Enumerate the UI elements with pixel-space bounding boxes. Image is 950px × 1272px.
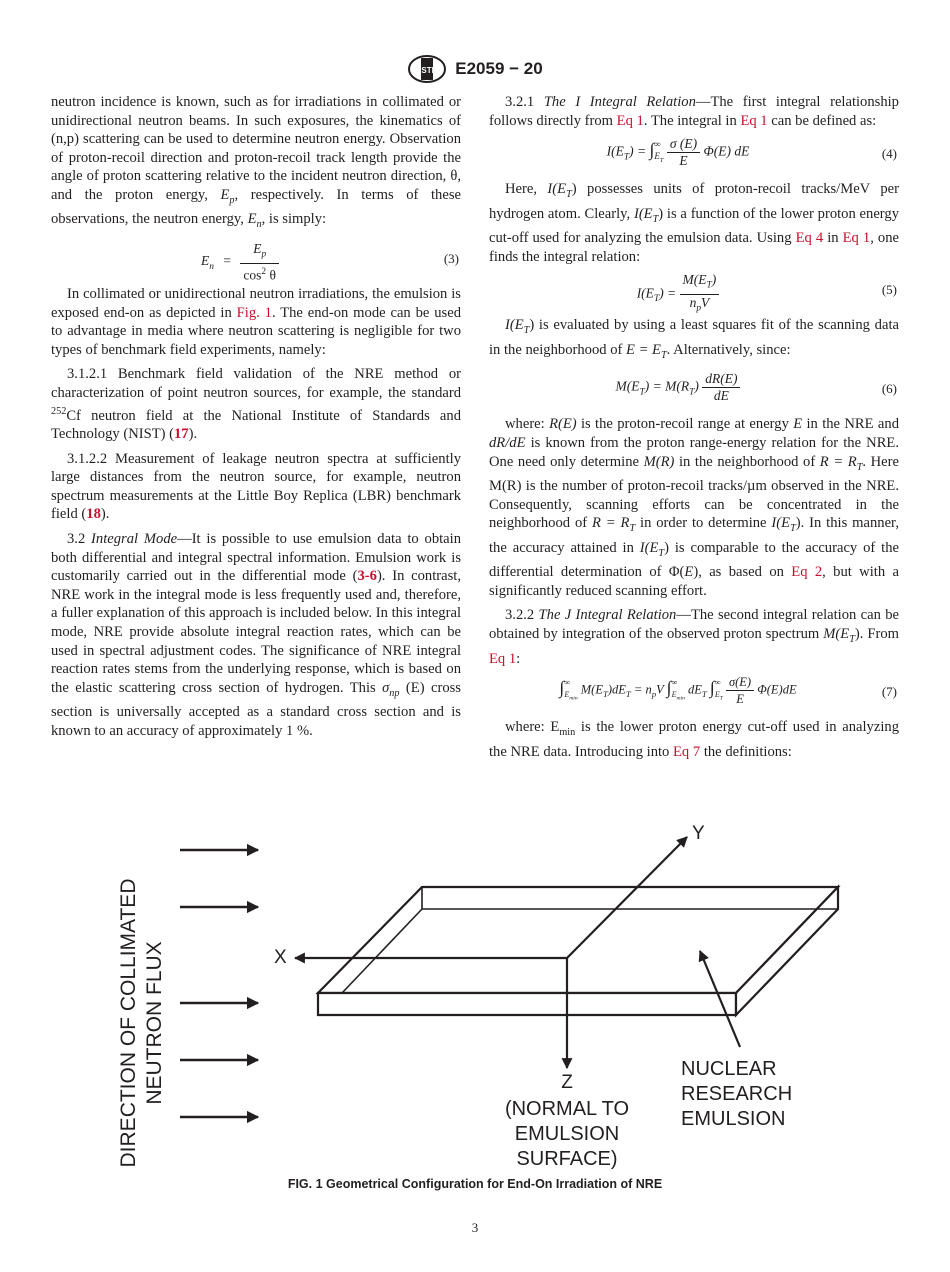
paragraph: where: $E_{min}$ is the lower proton energy cut-off used in analyzing the NRE data. Introducing into Eq 7 the definitions:	[489, 719, 899, 760]
equation-3: $E_n$ = $\frac{E_p}{\cos^2 \theta}$ (3)	[201, 240, 459, 283]
nre-label	[681, 1058, 792, 1130]
svg-text:NEUTRON FLUX: NEUTRON FLUX	[143, 941, 166, 1105]
svg-text:NUCLEAR: NUCLEAR	[681, 1058, 777, 1080]
right-column	[489, 93, 899, 767]
eq-4-link[interactable]: Eq 4	[795, 230, 824, 247]
svg-text:EMULSION: EMULSION	[681, 1108, 786, 1130]
svg-text:RESEARCH: RESEARCH	[681, 1083, 793, 1105]
document-code: E2059 − 20	[455, 59, 543, 78]
ref-3-6-link[interactable]: 3-6	[357, 568, 377, 585]
ref-17-link[interactable]: 17	[174, 425, 189, 442]
page-header	[0, 55, 950, 83]
equation-7: ∫∞ $E_{min}$ $M(E_T)dE_T = n_pV$ ∫∞ $E_{min}$ $dE_T$ ∫∞ $E_T$ $\frac{\sigma(E)}{E}$ Φ(E)dE (7)	[559, 675, 897, 707]
z-axis-label: Z	[561, 1072, 573, 1093]
paragraph: 3.2 Integral Mode—It is possible to use emulsion data to obtain both differential and integral spectral information. Emulsion work is customarily carried out in the differential mode (3-6). In contrast, NRE work in the integral mode is less frequently used and, therefore, a fuller explanation of this approach is included below. In this integral mode, NRE provide absolute integral reaction rates, which can be used in spectral adjustment codes. The significance of NRE integral reaction rates stems from the underlying response, which is based on the elastic scattering cross section of hydrogen. This $\sigma_{np}$ (E) cross section is universally accepted as a standard cross section and is known to an accuracy of approximately 1 %.	[51, 530, 461, 739]
svg-text:SURFACE): SURFACE)	[516, 1148, 618, 1170]
svg-text:(NORMAL TO: (NORMAL TO	[504, 1098, 630, 1120]
svg-text:DIRECTION OF COLLIMATED: DIRECTION OF COLLIMATED	[117, 878, 140, 1168]
svg-text:EMULSION: EMULSION	[514, 1123, 620, 1145]
equation-6: $M(E_T) = M(R_T)$ $\frac{dR(E)}{dE}$ (6)	[615, 371, 897, 404]
equation-number: (3)	[443, 250, 459, 266]
eq-1-link[interactable]: Eq 1	[616, 112, 644, 129]
eq-2-link[interactable]: Eq 2	[791, 564, 823, 581]
eq-1-link[interactable]: Eq 1	[842, 230, 871, 247]
eq-1-link[interactable]: Eq 1	[740, 112, 768, 129]
page-number: 3	[471, 1220, 479, 1235]
paragraph: where: R(E) is the proton-recoil range at energy E in the NRE and dR/dE is known from the proton range-energy relation for the NRE. One need only determine M(R) in the neighborhood of $R = R_T$. Here M(R) is the number of proton-recoil tracks/µm observed in the NRE. Consequently, scanning efforts can be concentrated in the neighborhood of $R = R_T$ in order to determine $I(E_T)$. In this manner, the accuracy attained in $I(E_T)$ is comparable to the accuracy of the differential determination of Φ(E), as based on Eq 2, but with a significantly reduced scanning effort.	[489, 416, 899, 599]
paragraph: 3.1.2.1 Benchmark field validation of the NRE method or characterization of point neutron sources, for example, the standard $^{252}$Cf neutron field at the National Institute of Standards and Technology (NIST) (17).	[51, 366, 461, 442]
eq-1-link[interactable]: Eq 1	[489, 650, 517, 667]
z-axis-note	[505, 1098, 629, 1170]
y-axis-label: Y	[692, 823, 705, 844]
equation-number: (6)	[881, 381, 897, 397]
equation-4: $I(E_T)$ = ∫∞ $E_T$ $\frac{\sigma (E)}{E}$ Φ(E) dE (4)	[606, 136, 897, 169]
figure-1-diagram	[100, 815, 860, 1205]
flux-direction-label	[117, 879, 166, 1168]
paragraph: 3.2.2 The J Integral Relation—The second integral relation can be obtained by integration of the observed proton spectrum $M(E_T)$. From Eq 1:	[489, 607, 899, 667]
equation-5: $I(E_T)$ = $\frac{M(E_T)}{n_pV}$ (5)	[636, 272, 897, 314]
astm-logo-icon	[407, 55, 447, 83]
x-axis-label: X	[274, 947, 287, 968]
paragraph: 3.2.1 The I Integral Relation—The first integral relationship follows directly from Eq 1. The integral in Eq 1 can be defined as:	[489, 94, 899, 129]
figure-caption: FIG. 1 Geometrical Configuration for End-On Irradiation of NRE	[287, 1177, 663, 1191]
fig-1-link[interactable]: Fig. 1	[236, 304, 272, 321]
equation-number: (7)	[881, 684, 897, 700]
equation-number: (4)	[881, 146, 897, 162]
paragraph: Here, $I(E_T)$ possesses units of proton-recoil tracks/MeV per hydrogen atom. Clearly, $I(E_T)$ is a function of the lower proton energy cut-off used for analyzing the emulsion data. Using Eq 4 in Eq 1, one finds the integral relation:	[489, 181, 899, 265]
left-column	[51, 93, 461, 746]
equation-number: (5)	[881, 282, 897, 298]
paragraph: neutron incidence is known, such as for irradiations in collimated or unidirectional neutron beams. In such exposures, the kinematics of (n,p) scattering can be used to determine neutron energy. Observation of proton-recoil direction and proton-recoil track length provide the angle of proton scattering relative to the incident neutron direction, θ, and the proton energy, $E_p$, respectively. In terms of these observations, the neutron energy, $E_n$, is simply:	[51, 94, 461, 231]
flux-arrows	[180, 850, 258, 1117]
paragraph: $I(E_T)$ is evaluated by using a least squares fit of the scanning data in the neighborhood of $E = E_T$. Alternatively, since:	[489, 317, 899, 361]
eq-7-link[interactable]: Eq 7	[673, 743, 701, 760]
paragraph: 3.1.2.2 Measurement of leakage neutron spectra at sufficiently large distances from the neutron source, for example, neutron spectrum measurements at the Little Boy Replica (LBR) benchmark field (18).	[51, 450, 461, 523]
emulsion-plate	[318, 887, 838, 1015]
svg-text:ASTM: ASTM	[415, 66, 439, 75]
ref-18-link[interactable]: 18	[86, 506, 101, 523]
paragraph: In collimated or unidirectional neutron irradiations, the emulsion is exposed end-on as depicted in Fig. 1. The end-on mode can be used to advantage in media where neutron scattering is negligible for two types of benchmark field experiments, namely:	[51, 285, 461, 358]
